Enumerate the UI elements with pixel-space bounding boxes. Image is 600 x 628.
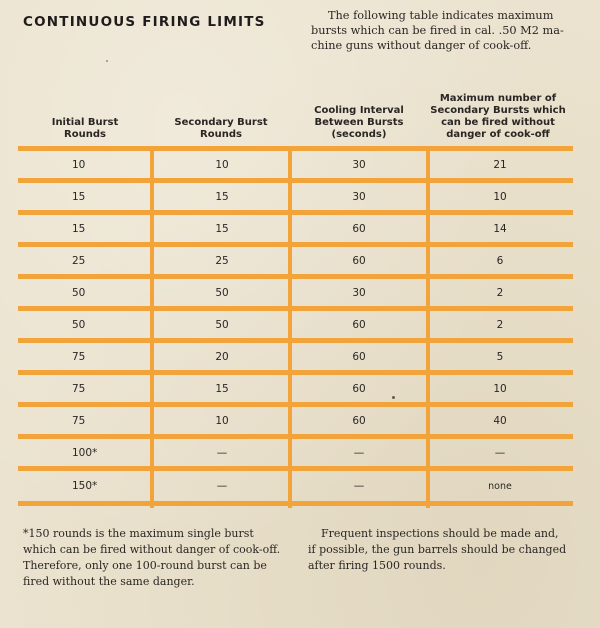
note-line: after firing 1500 rounds. (308, 559, 446, 572)
cell-initial-burst: 10 (72, 158, 86, 171)
header-text: Between Bursts (314, 117, 404, 128)
cell-secondary-burst: 20 (215, 350, 229, 363)
header-text: Cooling Interval (314, 105, 404, 116)
cell-max-bursts: 14 (493, 222, 507, 235)
cell-secondary-burst: 10 (215, 414, 229, 427)
table-row (18, 247, 573, 274)
note-line: Frequent inspections should be made and, (321, 527, 559, 540)
intro-line: chine guns without danger of cook-off. (311, 39, 532, 52)
cell-secondary-burst: 15 (215, 382, 229, 395)
table-row (18, 151, 573, 178)
column-header-cooling-interval (290, 88, 428, 146)
cell-initial-burst: 75 (72, 414, 86, 427)
footnote-line: fired without the same danger. (23, 575, 195, 588)
footnote-line: *150 rounds is the maximum single burst (23, 527, 254, 540)
cell-cooling-interval: 60 (352, 222, 366, 235)
cell-initial-burst: 15 (72, 222, 86, 235)
table-row (18, 183, 573, 210)
cell-cooling-interval: — (353, 446, 365, 459)
cell-secondary-burst: 50 (215, 286, 229, 299)
cell-cooling-interval: — (353, 480, 365, 492)
cell-secondary-burst: — (216, 480, 228, 492)
table-row (18, 471, 573, 501)
table-row (18, 215, 573, 242)
cell-max-bursts: none (488, 480, 512, 492)
cell-secondary-burst: 50 (215, 318, 229, 331)
cell-cooling-interval: 30 (352, 286, 366, 299)
cell-initial-burst: 25 (72, 254, 86, 267)
cell-max-bursts: 5 (496, 350, 504, 363)
column-header-initial-burst (18, 88, 152, 146)
cell-cooling-interval: 60 (352, 350, 366, 363)
cell-initial-burst: 15 (72, 190, 86, 203)
cell-max-bursts: 6 (496, 254, 504, 267)
header-text: (seconds) (331, 129, 387, 140)
firing-limits-table (18, 146, 573, 508)
cell-cooling-interval: 60 (352, 414, 366, 427)
cell-cooling-interval: 60 (352, 254, 366, 267)
cell-cooling-interval: 30 (352, 158, 366, 171)
paper-speck (392, 396, 395, 399)
cell-cooling-interval: 60 (352, 382, 366, 395)
header-text: Secondary Burst (174, 117, 268, 128)
cell-initial-burst: 100* (72, 446, 98, 459)
footnote-line: Therefore, only one 100-round burst can be (23, 559, 267, 572)
intro-line: The following table indicates maximum (328, 9, 554, 22)
table-row (18, 407, 573, 434)
footnote-line: which can be fired without danger of cook-off. (23, 543, 281, 556)
header-text: can be fired without (441, 117, 555, 128)
table-row (18, 439, 573, 466)
intro-paragraph (311, 8, 583, 53)
column-header-max-secondary-bursts (428, 88, 568, 146)
cell-max-bursts: 40 (493, 414, 507, 427)
table-row (18, 311, 573, 338)
cell-cooling-interval: 60 (352, 318, 366, 331)
column-header-secondary-burst (152, 88, 290, 146)
cell-initial-burst: 75 (72, 382, 86, 395)
cell-secondary-burst: 25 (215, 254, 229, 267)
cell-max-bursts: 2 (496, 318, 504, 331)
cell-max-bursts: — (494, 446, 506, 459)
cell-secondary-burst: 10 (215, 158, 229, 171)
table-row (18, 279, 573, 306)
cell-secondary-burst: 15 (215, 190, 229, 203)
inspection-note (308, 526, 580, 574)
header-text: Rounds (64, 129, 106, 140)
cell-max-bursts: 10 (493, 382, 507, 395)
table-rule (18, 501, 573, 506)
cell-initial-burst: 50 (72, 318, 86, 331)
cell-max-bursts: 21 (493, 158, 507, 171)
cell-max-bursts: 2 (496, 286, 504, 299)
header-text: Maximum number of (439, 93, 557, 104)
page-title: CONTINUOUS FIRING LIMITS (23, 14, 266, 30)
paper-speck (106, 60, 108, 62)
header-text: Initial Burst (51, 117, 119, 128)
cell-cooling-interval: 30 (352, 190, 366, 203)
header-text: danger of cook-off (446, 129, 550, 140)
cell-max-bursts: 10 (493, 190, 507, 203)
cell-secondary-burst: 15 (215, 222, 229, 235)
cell-secondary-burst: — (216, 446, 228, 459)
table-row (18, 343, 573, 370)
cell-initial-burst: 150* (72, 480, 98, 492)
header-text: Rounds (200, 129, 242, 140)
table-row (18, 375, 573, 402)
cell-initial-burst: 50 (72, 286, 86, 299)
note-line: if possible, the gun barrels should be changed (308, 543, 567, 556)
footnote (23, 526, 293, 590)
header-text: Secondary Bursts which (430, 105, 566, 116)
cell-initial-burst: 75 (72, 350, 86, 363)
intro-line: bursts which can be fired in cal. .50 M2 ma- (311, 24, 564, 37)
